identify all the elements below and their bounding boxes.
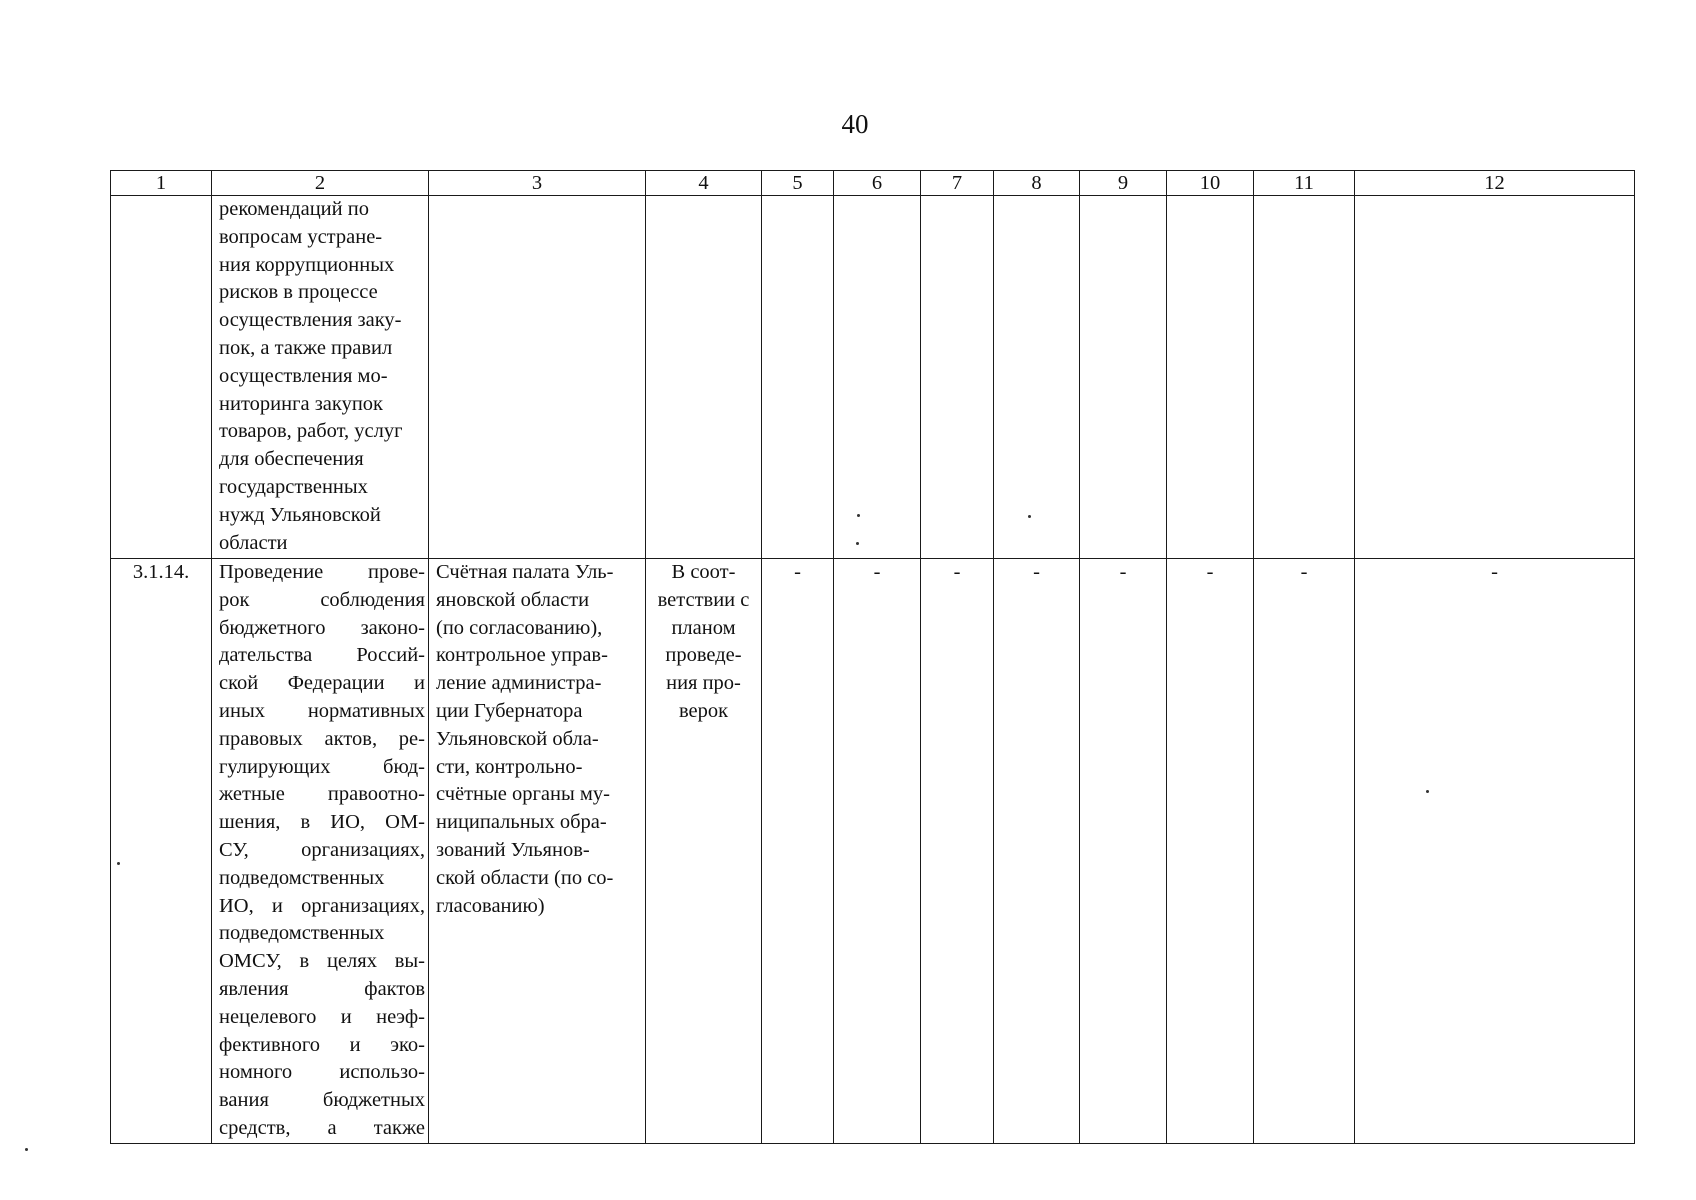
column-header: 3 [429, 171, 646, 196]
value-cell [834, 559, 921, 1144]
column-header: 11 [1254, 171, 1355, 196]
value-cell [1254, 196, 1355, 559]
column-header: 5 [762, 171, 834, 196]
column-header: 2 [212, 171, 429, 196]
responsible-cell [429, 559, 646, 1144]
page-number: 40 [841, 109, 869, 139]
value-cell [1080, 196, 1167, 559]
deadline: В соот- ветствии с планом проведе- ния про- верок [657, 561, 750, 722]
value-cell [994, 196, 1080, 559]
value: - [794, 561, 801, 583]
responsible-cell [429, 196, 646, 559]
table-row [111, 196, 1635, 559]
item-number-cell [111, 196, 212, 559]
table-row [111, 559, 1635, 1144]
value: - [953, 561, 961, 583]
value: - [873, 561, 881, 583]
value-cell [762, 559, 834, 1144]
scan-speck [25, 1148, 28, 1151]
value-cell [1167, 559, 1254, 1144]
measure-name: рекомендаций по вопросам устране- ния коррупционных рисков в процессе осуществления заку- пок, а также правил осуществления мо- ниторинга закупок товаров, работ, услуг для обеспечения государственных нужд Ульяновской области [219, 198, 403, 554]
value-cell [921, 559, 994, 1144]
scan-speck [117, 862, 120, 865]
scan-speck [1426, 790, 1429, 793]
value-cell [994, 559, 1080, 1144]
item-number-cell [111, 559, 212, 1144]
value-cell [1167, 196, 1254, 559]
responsible-executors: Счётная палата Уль- яновской области (по согласованию), контрольное управ- ление администра- ции Губернатора Ульяновской обла- сти, контрольно- счётные органы му- ниципальных обра- зований Ульянов- ской области (по со- гласованию) [436, 561, 614, 917]
column-number-row [111, 171, 1635, 196]
item-number: 3.1.14. [132, 561, 190, 583]
measure-name-cell [212, 196, 429, 559]
value: - [1033, 561, 1040, 583]
column-header: 7 [921, 171, 994, 196]
activity-plan-table [110, 170, 1635, 1144]
measure-name: Проведение прове- рок соблюдения бюджетного законо- дательства Россий- ской Федерации и иных нормативных правовых актов, ре- гулирующих бюд- жетные правоотно- шения, в ИО, ОМ- СУ, организациях, подведомственных ИО, и организациях, подведомственных ОМСУ, в целях вы- явления фактов нецелевого и неэф- фективного и эко- номного использо- вания бюджетных средств, а также [219, 561, 425, 1139]
column-header: 6 [834, 171, 921, 196]
value-cell [834, 196, 921, 559]
deadline-cell [646, 196, 762, 559]
column-header: 10 [1167, 171, 1254, 196]
value-cell [1080, 559, 1167, 1144]
column-header: 1 [111, 171, 212, 196]
deadline-cell [646, 559, 762, 1144]
value: - [1119, 561, 1127, 583]
scan-speck [857, 514, 860, 517]
scan-speck [1028, 515, 1031, 518]
value-cell [762, 196, 834, 559]
column-header: 9 [1080, 171, 1167, 196]
value-cell [1355, 559, 1635, 1144]
value-cell [1355, 196, 1635, 559]
scan-speck [856, 542, 859, 545]
value-cell [921, 196, 994, 559]
value: - [1300, 561, 1308, 583]
value: - [1206, 561, 1214, 583]
measure-name-cell [212, 559, 429, 1144]
value-cell [1254, 559, 1355, 1144]
value: - [1491, 561, 1498, 583]
column-header: 12 [1355, 171, 1635, 196]
column-header: 8 [994, 171, 1080, 196]
column-header: 4 [646, 171, 762, 196]
